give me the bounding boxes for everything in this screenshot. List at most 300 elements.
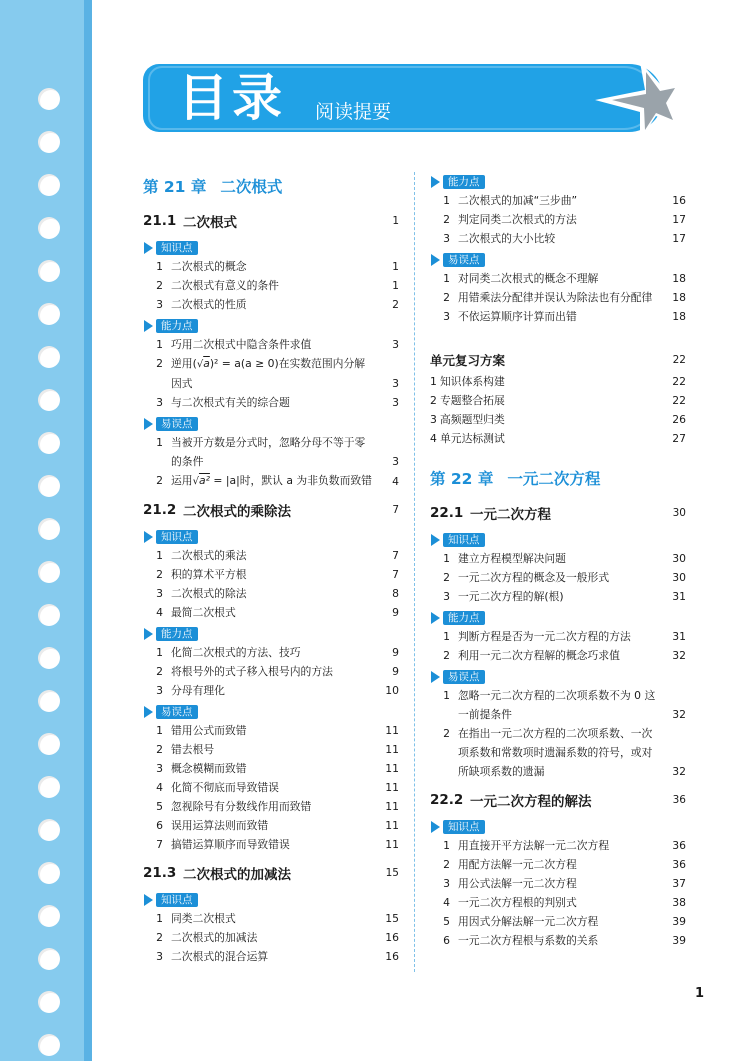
page-ref: 30 xyxy=(672,552,686,565)
page-ref: 16 xyxy=(672,194,686,207)
page-ref: 1 xyxy=(392,260,399,273)
page-ref: 2 xyxy=(392,298,399,311)
item-number: 2 xyxy=(430,394,437,407)
page-ref: 3 xyxy=(392,455,399,468)
item-number: 1 xyxy=(443,552,450,565)
item-number: 4 xyxy=(156,606,163,619)
tag-error xyxy=(143,414,399,433)
item-number: 1 xyxy=(156,260,163,273)
toc-item[interactable] xyxy=(143,928,399,947)
page-ref: 7 xyxy=(392,568,399,581)
page-ref: 18 xyxy=(672,310,686,323)
page-ref: 3 xyxy=(392,338,399,351)
triangle-icon xyxy=(144,320,153,332)
page-ref: 11 xyxy=(385,743,399,756)
section-number: 21.3 xyxy=(143,865,177,881)
item-title: 建立方程模型解决问题 xyxy=(458,552,566,565)
item-title: 二次根式的混合运算 xyxy=(171,950,269,963)
chapter-heading xyxy=(430,464,686,494)
toc-item[interactable] xyxy=(430,210,686,229)
page-ref: 10 xyxy=(385,684,399,697)
item-number: 2 xyxy=(156,568,163,581)
page-ref: 17 xyxy=(672,213,686,226)
page-ref: 30 xyxy=(672,571,686,584)
chapter-heading xyxy=(143,172,399,202)
toc-item[interactable] xyxy=(143,354,399,393)
tag-label: 易误点 xyxy=(443,253,485,267)
item-number: 3 xyxy=(156,950,163,963)
page-ref: 1 xyxy=(392,215,399,227)
toc-item[interactable] xyxy=(430,269,686,288)
page-ref: 9 xyxy=(392,606,399,619)
star-icon xyxy=(590,58,686,144)
item-title: 同类二次根式 xyxy=(171,912,236,925)
page-ref: 11 xyxy=(385,762,399,775)
tag-label: 能力点 xyxy=(443,175,485,189)
review-heading[interactable] xyxy=(430,348,686,372)
item-number: 1 xyxy=(443,194,450,207)
radicand: a xyxy=(203,357,210,370)
item-title: 化简二次根式的方法、技巧 xyxy=(171,646,301,659)
item-title: 忽略一元二次方程的二次项系数不为 0 这一前提条件 xyxy=(458,689,656,721)
tag-ability xyxy=(430,608,686,627)
item-title: 用配方法解一元二次方程 xyxy=(458,858,577,871)
toc-item[interactable] xyxy=(143,257,399,276)
tag-error xyxy=(430,250,686,269)
section-number: 22.1 xyxy=(430,505,464,521)
item-number: 2 xyxy=(156,665,163,678)
item-number: 6 xyxy=(443,934,450,947)
tag-label: 知识点 xyxy=(443,820,485,834)
tag-knowledge xyxy=(143,238,399,257)
toc-item[interactable] xyxy=(143,471,399,491)
item-title: 用公式法解一元二次方程 xyxy=(458,877,577,890)
toc-list xyxy=(143,546,399,622)
binding-ring xyxy=(38,346,60,368)
tag-label: 易误点 xyxy=(443,670,485,684)
toc-item[interactable] xyxy=(143,681,399,700)
triangle-icon xyxy=(144,628,153,640)
page-ref: 18 xyxy=(672,272,686,285)
binding-ring xyxy=(38,174,60,196)
toc-item[interactable] xyxy=(143,643,399,662)
triangle-icon xyxy=(144,242,153,254)
item-title: 一元二次方程的概念及一般形式 xyxy=(458,571,610,584)
item-title: 积的算术平方根 xyxy=(171,568,247,581)
tag-ability xyxy=(430,172,686,191)
item-number: 1 xyxy=(156,338,163,351)
toc-item[interactable] xyxy=(430,372,686,391)
binding-ring xyxy=(38,475,60,497)
page-ref: 11 xyxy=(385,781,399,794)
page-ref: 31 xyxy=(672,590,686,603)
binding-ring xyxy=(38,389,60,411)
binding-ring xyxy=(38,948,60,970)
binding-ring xyxy=(38,647,60,669)
toc-item[interactable] xyxy=(143,662,399,681)
item-title: 二次根式的除法 xyxy=(171,587,247,600)
tag-label: 易误点 xyxy=(156,705,198,719)
binding-ring xyxy=(38,1034,60,1056)
binding-ring xyxy=(38,432,60,454)
item-number: 4 xyxy=(156,781,163,794)
radicand: a² xyxy=(198,474,210,487)
item-title: 二次根式的大小比较 xyxy=(458,232,556,245)
item-title: 当被开方数是分式时，忽略分母不等于零的条件 xyxy=(171,436,366,468)
item-title: 二次根式的性质 xyxy=(171,298,247,311)
item-title: 分母有理化 xyxy=(171,684,225,697)
binding-ring xyxy=(38,518,60,540)
toc-item[interactable] xyxy=(430,686,686,724)
tag-knowledge xyxy=(430,530,686,549)
sqrt-symbol: √ xyxy=(192,476,199,487)
item-number: 1 xyxy=(156,912,163,925)
toc-item[interactable] xyxy=(430,307,686,326)
page-ref: 38 xyxy=(672,896,686,909)
item-title: 与二次根式有关的综合题 xyxy=(171,396,290,409)
binding-ring xyxy=(38,260,60,282)
toc-item[interactable] xyxy=(143,603,399,622)
tag-label: 能力点 xyxy=(156,627,198,641)
toc-list xyxy=(430,836,686,950)
page-ref: 8 xyxy=(392,587,399,600)
item-number: 3 xyxy=(443,232,450,245)
section-number: 21.2 xyxy=(143,502,177,518)
item-title: 一元二次方程的解(根) xyxy=(458,590,564,603)
page-number: 1 xyxy=(695,986,705,1001)
item-number: 1 xyxy=(156,436,163,449)
item-number: 2 xyxy=(443,649,450,662)
binding-ring xyxy=(38,776,60,798)
triangle-icon xyxy=(144,418,153,430)
tag-label: 知识点 xyxy=(443,533,485,547)
item-number: 3 xyxy=(443,877,450,890)
binding-ring xyxy=(38,303,60,325)
tag-label: 知识点 xyxy=(156,893,198,907)
item-title: 二次根式有意义的条件 xyxy=(171,279,279,292)
section-heading[interactable] xyxy=(143,495,399,525)
page-ref: 7 xyxy=(392,549,399,562)
page-ref: 3 xyxy=(392,377,399,390)
item-number: 2 xyxy=(443,858,450,871)
page-ref: 9 xyxy=(392,665,399,678)
item-number: 2 xyxy=(156,743,163,756)
tag-error xyxy=(430,667,686,686)
item-number: 1 xyxy=(430,375,437,388)
triangle-icon xyxy=(144,706,153,718)
toc-item[interactable] xyxy=(143,546,399,565)
toc-item[interactable] xyxy=(143,778,399,797)
tag-label: 能力点 xyxy=(443,611,485,625)
item-number: 3 xyxy=(156,684,163,697)
toc-list xyxy=(430,372,686,448)
binding-ring xyxy=(38,862,60,884)
tag-label: 知识点 xyxy=(156,241,198,255)
toc-item[interactable] xyxy=(430,288,686,307)
page-ref: 15 xyxy=(385,912,399,925)
toc-item[interactable] xyxy=(430,549,686,568)
item-title: 不依运算顺序计算而出错 xyxy=(458,310,577,323)
toc-item[interactable] xyxy=(430,229,686,248)
item-title: 知识体系构建 xyxy=(440,375,505,388)
page-ref: 3 xyxy=(392,396,399,409)
item-number: 2 xyxy=(156,279,163,292)
item-title: 误用运算法则而致错 xyxy=(171,819,269,832)
toc-item[interactable] xyxy=(430,836,686,855)
toc-item[interactable] xyxy=(143,947,399,966)
toc-item[interactable] xyxy=(430,893,686,912)
item-number: 2 xyxy=(443,571,450,584)
page-ref: 11 xyxy=(385,819,399,832)
binding-ring xyxy=(38,88,60,110)
item-title: 高频题型归类 xyxy=(440,413,505,426)
toc-item[interactable] xyxy=(143,759,399,778)
page-ref: 15 xyxy=(385,867,399,879)
toc-item[interactable] xyxy=(143,797,399,816)
toc-item[interactable] xyxy=(143,565,399,584)
item-title: 将根号外的式子移入根号内的方法 xyxy=(171,665,333,678)
triangle-icon xyxy=(431,534,440,546)
chapter-title: 二次根式 xyxy=(220,178,283,196)
binding-ring xyxy=(38,561,60,583)
page-ref: 36 xyxy=(672,858,686,871)
binding-ring xyxy=(38,905,60,927)
item-title: 在指出一元二次方程的二次项系数、一次项系数和常数项时遗漏系数的符号，或对所缺项系数的遗漏 xyxy=(458,727,653,778)
item-title: 利用一元二次方程解的概念巧求值 xyxy=(458,649,620,662)
toc-item[interactable] xyxy=(430,587,686,606)
toc-right-column xyxy=(430,170,686,950)
page-ref: 27 xyxy=(672,432,686,445)
section-heading[interactable] xyxy=(143,206,399,236)
toc-list xyxy=(143,257,399,314)
section-title: 二次根式的乘除法 xyxy=(183,504,291,520)
item-number: 5 xyxy=(443,915,450,928)
item-number: 2 xyxy=(156,474,163,487)
text-part: = |a|时，默认 a 为非负数而致错 xyxy=(209,474,372,487)
toc-item[interactable] xyxy=(143,276,399,295)
chapter-number: 第 22 章 xyxy=(430,470,494,488)
item-number: 1 xyxy=(443,272,450,285)
item-title: 搞错运算顺序而导致错误 xyxy=(171,838,290,851)
page-ref: 11 xyxy=(385,800,399,813)
item-title: 判断方程是否为一元二次方程的方法 xyxy=(458,630,631,643)
item-number: 1 xyxy=(156,646,163,659)
item-title: 巧用二次根式中隐含条件求值 xyxy=(171,338,312,351)
toc-item[interactable] xyxy=(143,295,399,314)
toc-item[interactable] xyxy=(430,429,686,448)
page-ref: 39 xyxy=(672,915,686,928)
item-title: 一元二次方程根与系数的关系 xyxy=(458,934,599,947)
toc-item[interactable] xyxy=(430,391,686,410)
page-ref: 36 xyxy=(672,794,686,806)
item-number: 3 xyxy=(430,413,437,426)
page-ref: 22 xyxy=(672,375,686,388)
toc-item[interactable] xyxy=(143,335,399,354)
page-ref: 31 xyxy=(672,630,686,643)
page-ref: 9 xyxy=(392,646,399,659)
page-subtitle: 阅读提要 xyxy=(315,101,392,123)
toc-item[interactable] xyxy=(143,816,399,835)
chapter-title: 一元二次方程 xyxy=(507,470,601,488)
triangle-icon xyxy=(144,531,153,543)
tag-knowledge xyxy=(143,527,399,546)
tag-knowledge xyxy=(430,817,686,836)
toc-item[interactable] xyxy=(430,410,686,429)
page-ref: 22 xyxy=(672,394,686,407)
item-number: 1 xyxy=(156,724,163,737)
page-ref: 16 xyxy=(385,950,399,963)
page-ref: 17 xyxy=(672,232,686,245)
page-ref: 37 xyxy=(672,877,686,890)
toc-item[interactable] xyxy=(430,627,686,646)
item-title: 二次根式的乘法 xyxy=(171,549,247,562)
item-title xyxy=(171,354,373,393)
item-title: 单元达标测试 xyxy=(440,432,505,445)
item-title: 对同类二次根式的概念不理解 xyxy=(458,272,599,285)
item-title: 用错乘法分配律并误认为除法也有分配律 xyxy=(458,291,653,304)
section-heading[interactable] xyxy=(143,858,399,888)
section-heading[interactable] xyxy=(430,785,686,815)
toc-item[interactable] xyxy=(143,433,399,471)
binding-ring xyxy=(38,604,60,626)
page-ref: 16 xyxy=(385,931,399,944)
toc-item[interactable] xyxy=(143,393,399,412)
item-number: 2 xyxy=(156,931,163,944)
item-number: 4 xyxy=(443,896,450,909)
toc-item[interactable] xyxy=(143,909,399,928)
item-title: 用因式分解法解一元二次方程 xyxy=(458,915,599,928)
triangle-icon xyxy=(431,176,440,188)
binding-ring xyxy=(38,819,60,841)
item-title xyxy=(171,471,373,491)
item-number: 3 xyxy=(156,762,163,775)
item-title: 化简不彻底而导致错误 xyxy=(171,781,279,794)
toc-item[interactable] xyxy=(430,724,686,781)
item-number: 2 xyxy=(443,213,450,226)
toc-item[interactable] xyxy=(430,191,686,210)
item-title: 一元二次方程根的判别式 xyxy=(458,896,577,909)
item-number: 2 xyxy=(156,357,163,370)
toc-list xyxy=(430,191,686,248)
triangle-icon xyxy=(431,821,440,833)
toc-item[interactable] xyxy=(143,584,399,603)
item-number: 7 xyxy=(156,838,163,851)
page-ref: 39 xyxy=(672,934,686,947)
toc-list xyxy=(430,549,686,606)
item-title: 忽视除号有分数线作用而致错 xyxy=(171,800,312,813)
toc-list xyxy=(430,269,686,326)
binding-ring xyxy=(38,131,60,153)
toc-item[interactable] xyxy=(430,568,686,587)
section-title: 一元二次方程 xyxy=(470,507,551,523)
page-ref: 32 xyxy=(672,708,686,721)
item-title: 用直接开平方法解一元二次方程 xyxy=(458,839,610,852)
item-number: 5 xyxy=(156,800,163,813)
tag-ability xyxy=(143,316,399,335)
toc-item[interactable] xyxy=(430,931,686,950)
page-ref: 11 xyxy=(385,838,399,851)
toc-list xyxy=(430,627,686,665)
page-ref: 32 xyxy=(672,649,686,662)
item-title: 最简二次根式 xyxy=(171,606,236,619)
toc-item[interactable] xyxy=(430,912,686,931)
item-number: 3 xyxy=(443,590,450,603)
item-number: 3 xyxy=(156,298,163,311)
binding-ring xyxy=(38,991,60,1013)
section-title: 二次根式的加减法 xyxy=(183,867,291,883)
section-title: 一元二次方程的解法 xyxy=(470,794,592,810)
toc-item[interactable] xyxy=(430,855,686,874)
text-part: 逆用( xyxy=(171,357,197,370)
item-title: 判定同类二次根式的方法 xyxy=(458,213,577,226)
page-title: 目录 xyxy=(178,69,286,127)
text-part: )² = a(a ≥ 0)在实数范围内分解因式 xyxy=(171,357,366,390)
item-number: 6 xyxy=(156,819,163,832)
binding-ring xyxy=(38,217,60,239)
toc-list xyxy=(430,686,686,781)
section-heading[interactable] xyxy=(430,498,686,528)
toc-left-column xyxy=(143,170,399,966)
item-title: 二次根式的加减法 xyxy=(171,931,258,944)
toc-item[interactable] xyxy=(143,835,399,854)
tag-label: 易误点 xyxy=(156,417,198,431)
tag-ability xyxy=(143,624,399,643)
chapter-number: 第 21 章 xyxy=(143,178,207,196)
tag-knowledge xyxy=(143,890,399,909)
page-ref: 1 xyxy=(392,279,399,292)
binding-rings xyxy=(0,0,92,1061)
section-number: 22.2 xyxy=(430,792,464,808)
tag-label: 能力点 xyxy=(156,319,198,333)
section-title: 二次根式 xyxy=(183,215,237,231)
page-ref: 11 xyxy=(385,724,399,737)
toc-item[interactable] xyxy=(143,721,399,740)
page-ref: 32 xyxy=(672,765,686,778)
text-part: 运用 xyxy=(171,474,193,487)
binding-ring xyxy=(38,733,60,755)
toc-list xyxy=(143,721,399,854)
page-ref: 26 xyxy=(672,413,686,426)
toc-item[interactable] xyxy=(430,646,686,665)
item-number: 1 xyxy=(156,549,163,562)
toc-item[interactable] xyxy=(143,740,399,759)
item-title: 概念模糊而致错 xyxy=(171,762,247,775)
item-title: 二次根式的概念 xyxy=(171,260,247,273)
triangle-icon xyxy=(431,254,440,266)
item-number: 3 xyxy=(156,396,163,409)
item-number: 1 xyxy=(443,839,450,852)
item-title: 专题整合拓展 xyxy=(440,394,505,407)
page-ref: 4 xyxy=(392,475,399,488)
item-number: 1 xyxy=(443,689,450,702)
sqrt-symbol: √ xyxy=(196,359,204,370)
item-title: 错去根号 xyxy=(171,743,215,756)
toc-item[interactable] xyxy=(430,874,686,893)
triangle-icon xyxy=(431,671,440,683)
page-ref: 7 xyxy=(392,504,399,516)
column-divider xyxy=(414,172,415,972)
page-ref: 22 xyxy=(672,354,686,366)
page-ref: 36 xyxy=(672,839,686,852)
item-title: 二次根式的加减“三步曲” xyxy=(458,194,578,207)
tag-label: 知识点 xyxy=(156,530,198,544)
toc-list xyxy=(143,909,399,966)
page-ref: 18 xyxy=(672,291,686,304)
toc-list xyxy=(143,643,399,700)
item-number: 3 xyxy=(156,587,163,600)
tag-error xyxy=(143,702,399,721)
item-number: 2 xyxy=(443,727,450,740)
